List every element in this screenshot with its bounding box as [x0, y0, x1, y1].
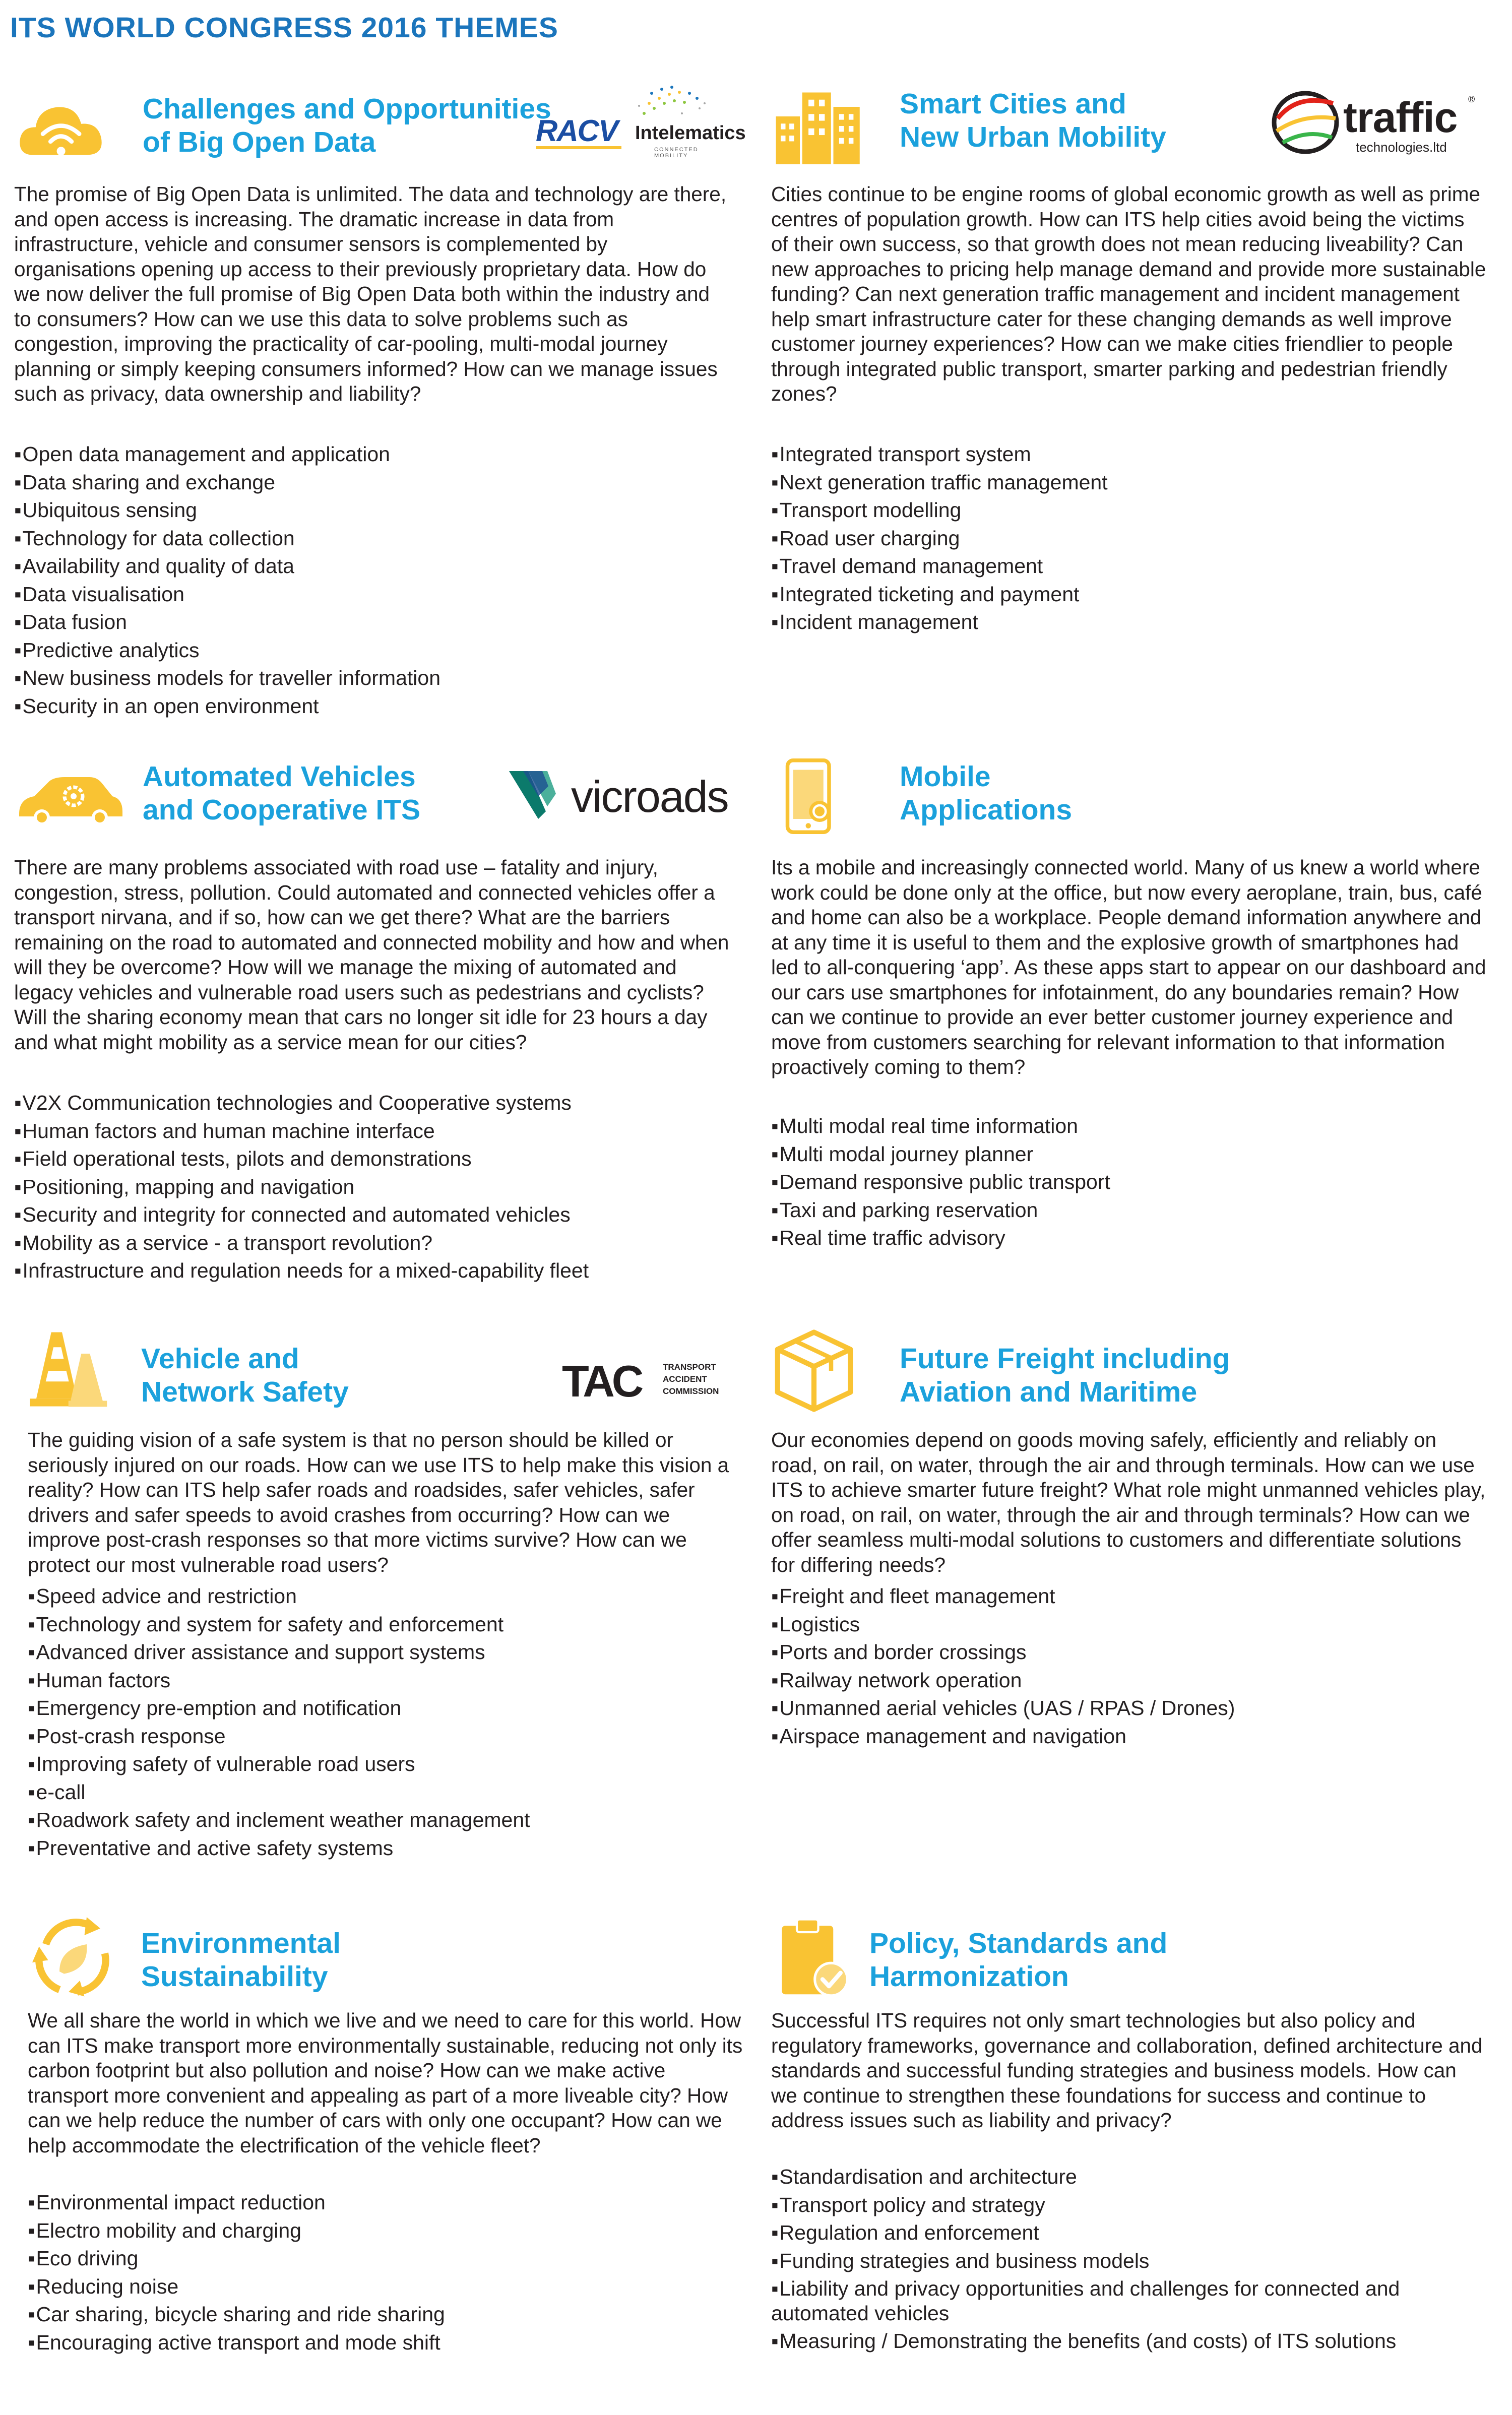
bullet-list	[771, 440, 1487, 637]
clipboard-check-icon	[771, 1913, 857, 2003]
section-body: Cities continue to be engine rooms of global economic growth as well as prime centres of population growth. How can ITS help cities avoid being the victims of their own success, so that growth does not mean reducing liveability? Can new approaches to pricing help manage demand and provide more sustainable funding? Can next generation traffic management and incident management help smart infrastructure cater for these changing demands as well improve customer journey experiences? How can we make cities friendlier to people through integrated public transport, smarter parking and pedestrian friendly zones?	[771, 182, 1486, 405]
freight-box-icon	[771, 1328, 857, 1414]
list-item: ▪ Availability and quality of data	[14, 552, 730, 581]
list-item: ▪ Field operational tests, pilots and demonstrations	[14, 1145, 730, 1173]
cloud-wifi-icon	[14, 83, 110, 179]
section-body: Its a mobile and increasingly connected world. Many of us knew a world where work could be done only at the office, but now every aeroplane, train, bus, café and home can also be a workplace. People demand information anywhere and at any time it is useful to them and the explosive growth of smartphones had led to all-conquering ‘app’. As these apps start to appear on our dashboard and our cars use smartphones for infotainment, do any boundaries remain? How can we continue to provide an ever better customer journey experience and move from customers searching for relevant information to that information proactively coming to them?	[771, 856, 1486, 1078]
list-item: ▪ Measuring / Demonstrating the benefits (and costs) of ITS solutions	[771, 2327, 1487, 2356]
list-item: ▪ Eco driving	[28, 2245, 743, 2273]
traffic-cones-icon	[28, 1328, 113, 1414]
section-body: The promise of Big Open Data is unlimited. The data and technology are there, and open access is increasing. The dramatic increase in data from infrastructure, vehicle and consumer sensors is complemented by organisations opening up access to their previously proprietary data. How do we now deliver the full promise of Big Open Data both within the industry and to consumers? How can we use this data to solve problems such as congestion, improving the practicality of car-pooling, multi-modal journey planning or simply keeping consumers informed? How can we manage issues such as privacy, data ownership and liability?	[14, 182, 727, 405]
list-item: ▪ Demand responsive public transport	[771, 1168, 1487, 1196]
list-item: ▪ Technology and system for safety and enforcement	[28, 1611, 743, 1639]
theme-environmental-sustainability	[28, 1913, 743, 2406]
list-item: ▪ Electro mobility and charging	[28, 2217, 743, 2245]
list-item: ▪ Real time traffic advisory	[771, 1224, 1487, 1252]
section-title-line2: Network Safety	[141, 1376, 349, 1408]
section-title-line2: New Urban Mobility	[900, 121, 1166, 153]
list-item: ▪ Next generation traffic management	[771, 469, 1487, 497]
section-title	[900, 87, 1166, 154]
bullet-list	[771, 2163, 1487, 2356]
list-item: ▪ Travel demand management	[771, 552, 1487, 581]
list-item: ▪ Infrastructure and regulation needs for a mixed-capability fleet	[14, 1257, 730, 1285]
city-buildings-icon	[771, 78, 867, 174]
theme-mobile-applications	[771, 746, 1487, 1300]
list-item: ▪ Ports and border crossings	[771, 1638, 1487, 1667]
section-title-line1: Mobile	[900, 760, 991, 793]
section-title	[143, 760, 420, 827]
section-body: There are many problems associated with road use – fatality and injury, congestion, stress, pollution. Could automated and connected vehicles offer a transport nirvana, and if so, how can we get there? What are the barriers remaining on the road to automated and connected mobility and how and when will they be overcome? How will we manage the mixing of automated and legacy vehicles and vulnerable road users such as pedestrians and cyclists? Will the sharing economy mean that cars no longer sit idle for 23 hours a day and what might mobility as a service mean for our cities?	[14, 856, 729, 1054]
section-body: The guiding vision of a safe system is that no person should be killed or seriously injured on our roads. How can we use ITS to help make this vision a reality? How can ITS help safer roads and roadsides, safer vehicles, safer drivers and safer speeds to avoid crashes from occurring? How can we improve post-crash responses so that more victims survive? How can we protect our most vulnerable road users?	[28, 1428, 729, 1576]
list-item: ▪ Liability and privacy opportunities and challenges for connected and automated vehicles	[771, 2276, 1487, 2326]
list-item: ▪ Security and integrity for connected and automated vehicles	[14, 1201, 730, 1229]
section-title	[869, 1927, 1167, 1993]
section-title-line1: Smart Cities and	[900, 88, 1126, 120]
smartphone-icon	[776, 746, 852, 847]
list-item: ▪ Data visualisation	[14, 581, 730, 609]
section-title-line1: Automated Vehicles	[143, 760, 416, 793]
section-title-line2: Aviation and Maritime	[900, 1376, 1198, 1408]
recycle-leaf-icon	[28, 1913, 118, 2003]
list-item: ▪ Speed advice and restriction	[28, 1582, 743, 1611]
list-item: ▪ V2X Communication technologies and Cooperative systems	[14, 1089, 730, 1117]
theme-big-open-data	[14, 78, 746, 733]
list-item: ▪ Airspace management and navigation	[771, 1723, 1487, 1751]
list-item: ▪ Open data management and application	[14, 440, 730, 469]
list-item: ▪ Mobility as a service - a transport revolution?	[14, 1229, 730, 1257]
list-item: ▪ Technology for data collection	[14, 525, 730, 553]
list-item: ▪ Car sharing, bicycle sharing and ride sharing	[28, 2301, 743, 2329]
section-title-line1: Policy, Standards and	[869, 1927, 1168, 1959]
bullet-list	[14, 440, 730, 720]
section-title	[900, 760, 1072, 827]
list-item: ▪ Encouraging active transport and mode shift	[28, 2329, 743, 2357]
list-item: ▪ Human factors	[28, 1667, 743, 1695]
list-item: ▪ Transport modelling	[771, 496, 1487, 525]
section-title	[900, 1342, 1230, 1409]
tac-logo: TAC TRANSPORT ACCIDENT COMMISSION	[562, 1356, 719, 1406]
car-gear-icon	[14, 766, 125, 827]
theme-smart-cities	[771, 78, 1487, 733]
list-item: ▪ Multi modal journey planner	[771, 1140, 1487, 1169]
section-title-line2: and Cooperative ITS	[143, 794, 421, 826]
dots-graphic-icon	[624, 83, 735, 123]
list-item: ▪ Predictive analytics	[14, 637, 730, 665]
list-item: ▪ Human factors and human machine interface	[14, 1117, 730, 1146]
bullet-list	[28, 1582, 743, 1862]
list-item: ▪ Environmental impact reduction	[28, 2189, 743, 2217]
section-title	[141, 1927, 341, 1993]
list-item: ▪ Improving safety of vulnerable road users	[28, 1750, 743, 1778]
list-item: ▪ Road user charging	[771, 525, 1487, 553]
list-item: ▪ Unmanned aerial vehicles (UAS / RPAS / Drones)	[771, 1694, 1487, 1723]
traffic-technologies-logo: traffic ® technologies.ltd	[1268, 83, 1479, 164]
list-item: ▪ Post-crash response	[28, 1723, 743, 1751]
list-item: ▪ Ubiquitous sensing	[14, 496, 730, 525]
theme-automated-vehicles	[14, 746, 730, 1300]
bullet-list	[28, 2189, 743, 2357]
list-item: ▪ Logistics	[771, 1611, 1487, 1639]
list-item: ▪ Freight and fleet management	[771, 1582, 1487, 1611]
section-title-line1: Environmental	[141, 1927, 341, 1959]
list-item: ▪ Incident management	[771, 608, 1487, 637]
section-title-line1: Vehicle and	[141, 1343, 299, 1375]
page-title: ITS WORLD CONGRESS 2016 THEMES	[10, 12, 558, 44]
section-body: Successful ITS requires not only smart technologies but also policy and regulatory frameworks, governance and collaboration, defined architecture and standards and successful funding strategies and business models. How can we continue to strengthen these foundations for success and continue to address issues such as liability and privacy?	[771, 2009, 1483, 2132]
section-title-line2: Applications	[900, 794, 1073, 826]
list-item: ▪ e-call	[28, 1778, 743, 1807]
list-item: ▪ Taxi and parking reservation	[771, 1196, 1487, 1225]
section-body: Our economies depend on goods moving safely, efficiently and reliably on road, on rail, on water, through the air and through terminals. How can we use ITS to achieve smarter future freight? What role might unmanned vehicles play, on road, on rail, on water, through the air and through terminals? How can we offer seamless multi-modal solutions to customers and differentiate solutions for differing needs?	[771, 1428, 1486, 1576]
list-item: ▪ Reducing noise	[28, 2273, 743, 2301]
list-item: ▪ Advanced driver assistance and support systems	[28, 1638, 743, 1667]
section-title-line2: of Big Open Data	[143, 126, 376, 158]
list-item: ▪ Integrated ticketing and payment	[771, 581, 1487, 609]
section-title	[143, 92, 551, 159]
list-item: ▪ Regulation and enforcement	[771, 2219, 1487, 2247]
bullet-list	[771, 1112, 1487, 1252]
section-title-line2: Harmonization	[869, 1960, 1069, 1993]
list-item: ▪ Multi modal real time information	[771, 1112, 1487, 1140]
list-item: ▪ Data fusion	[14, 608, 730, 637]
section-body: We all share the world in which we live and we need to care for this world. How can ITS make transport more environmentally sustainable, reducing not only its carbon footprint but also pollution and noise? How can we make active transport more convenient and appealing as part of a more liveable city? How can we help reduce the number of cars with only one occupant? How can we help accommodate the electrification of the vehicle fleet?	[28, 2009, 743, 2157]
list-item: ▪ Roadwork safety and inclement weather management	[28, 1806, 743, 1834]
racv-logo: RACV	[536, 113, 621, 154]
vicroads-logo: vicroads	[508, 766, 740, 827]
list-item: ▪ Data sharing and exchange	[14, 469, 730, 497]
list-item: ▪ Preventative and active safety systems	[28, 1834, 743, 1863]
vicroads-v-icon	[508, 766, 579, 821]
swoosh-globe-icon	[1268, 83, 1343, 159]
section-title-line1: Future Freight including	[900, 1343, 1230, 1375]
theme-policy-standards	[771, 1913, 1487, 2406]
list-item: ▪ Standardisation and architecture	[771, 2163, 1487, 2191]
list-item: ▪ Integrated transport system	[771, 440, 1487, 469]
list-item: ▪ Railway network operation	[771, 1667, 1487, 1695]
list-item: ▪ New business models for traveller information	[14, 664, 730, 692]
bullet-list	[14, 1089, 730, 1285]
list-item: ▪ Transport policy and strategy	[771, 2191, 1487, 2219]
theme-vehicle-network-safety	[28, 1328, 743, 1882]
list-item: ▪ Security in an open environment	[14, 692, 730, 721]
list-item: ▪ Positioning, mapping and navigation	[14, 1173, 730, 1201]
section-title	[141, 1342, 349, 1409]
list-item: ▪ Emergency pre-emption and notification	[28, 1694, 743, 1723]
intelematics-logo: Intelematics CONNECTED MOBILITY	[624, 83, 735, 159]
bullet-list	[771, 1582, 1487, 1750]
list-item: ▪ Funding strategies and business models	[771, 2247, 1487, 2275]
theme-future-freight	[771, 1328, 1487, 1882]
section-title-line2: Sustainability	[141, 1960, 328, 1993]
section-title-line1: Challenges and Opportunities	[143, 93, 551, 125]
